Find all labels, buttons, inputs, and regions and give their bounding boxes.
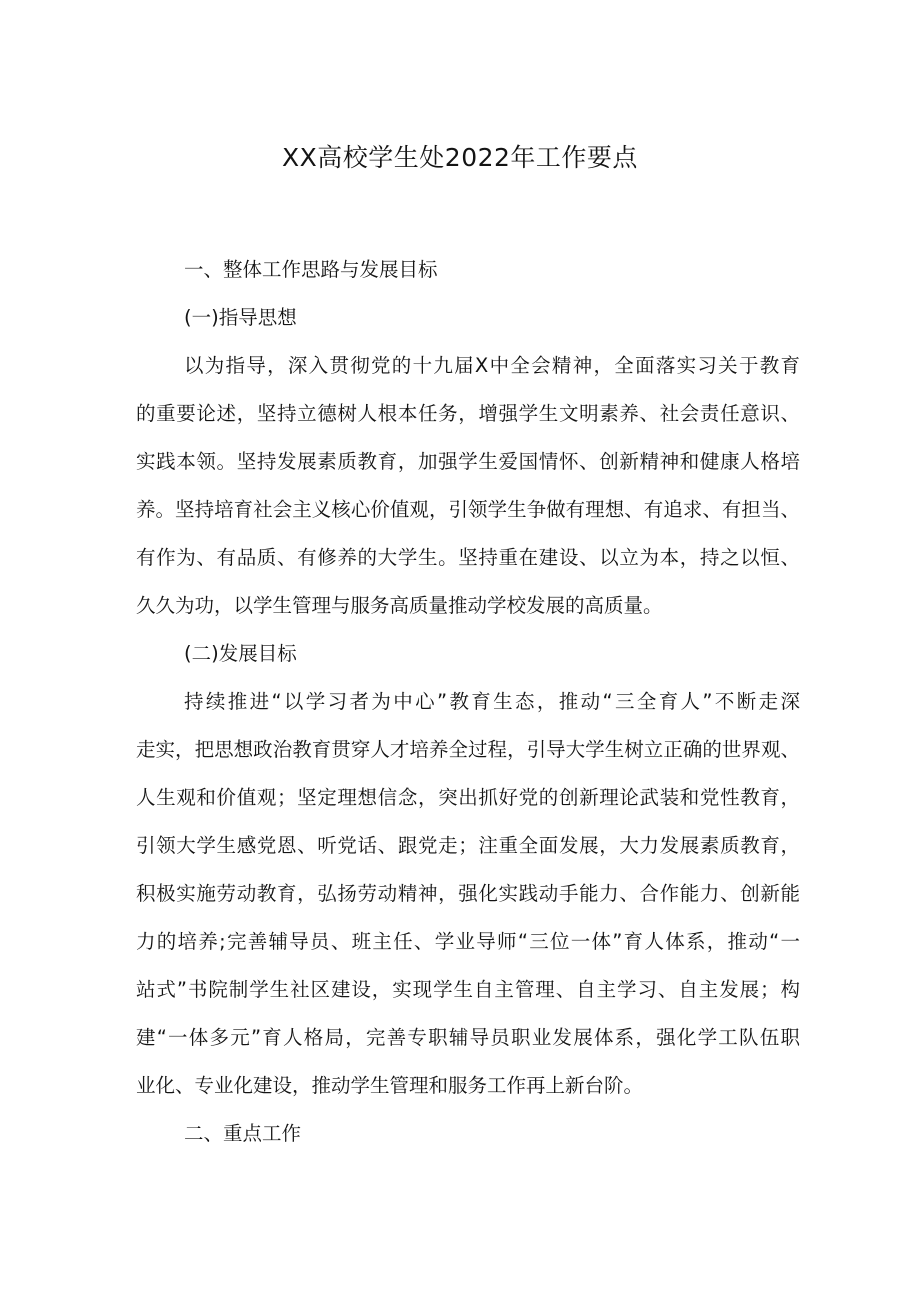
text-line: 的重要论述，坚持立德树人根本任务，增强学生文明素养、社会责任意识、: [136, 402, 800, 425]
text-line: 站式”书院制学生社区建设，实现学生自主管理、自主学习、自主发展；构: [136, 978, 800, 1001]
text-line: 引领大学生感党恩、听党话、跟党走；注重全面发展，大力发展素质教育，: [136, 834, 800, 857]
text-line: 有作为、有品质、有修养的大学生。坚持重在建设、以立为本，持之以恒、: [136, 546, 800, 569]
document-body: [136, 246, 800, 1158]
text-line: 以为指导，深入贯彻党的十九届X中全会精神，全面落实习关于教育: [184, 354, 800, 377]
text-line: 久久为功，以学生管理与服务高质量推动学校发展的高质量。: [136, 594, 663, 617]
text-line: 实践本领。坚持发展素质教育，加强学生爱国情怀、创新精神和健康人格培: [136, 450, 800, 473]
text-line: 人生观和价值观；坚定理想信念，突出抓好党的创新理论武装和党性教育，: [136, 786, 800, 809]
text-line: (二)发展目标: [184, 642, 297, 665]
text-line: 养。坚持培育社会主义核心价值观，引领学生争做有理想、有追求、有担当、: [136, 498, 800, 521]
text-line: (一)指导思想: [184, 306, 297, 329]
text-line: 一、整体工作思路与发展目标: [184, 258, 438, 281]
text-line: 二、重点工作: [184, 1122, 302, 1145]
document-title: XX高校学生处2022年工作要点: [282, 143, 638, 172]
text-line: 建“一体多元”育人格局，完善专职辅导员职业发展体系，强化学工队伍职: [136, 1026, 800, 1049]
text-line: 力的培养;完善辅导员、班主任、学业导师“三位一体”育人体系，推动“一: [136, 930, 800, 953]
text-line: 走实，把思想政治教育贯穿人才培养全过程，引导大学生树立正确的世界观、: [136, 738, 800, 761]
text-line: 业化、专业化建设，推动学生管理和服务工作再上新台阶。: [136, 1074, 644, 1097]
text-line: 积极实施劳动教育，弘扬劳动精神，强化实践动手能力、合作能力、创新能: [136, 882, 800, 905]
text-line: 持续推进“以学习者为中心”教育生态，推动“三全育人”不断走深: [184, 690, 800, 713]
